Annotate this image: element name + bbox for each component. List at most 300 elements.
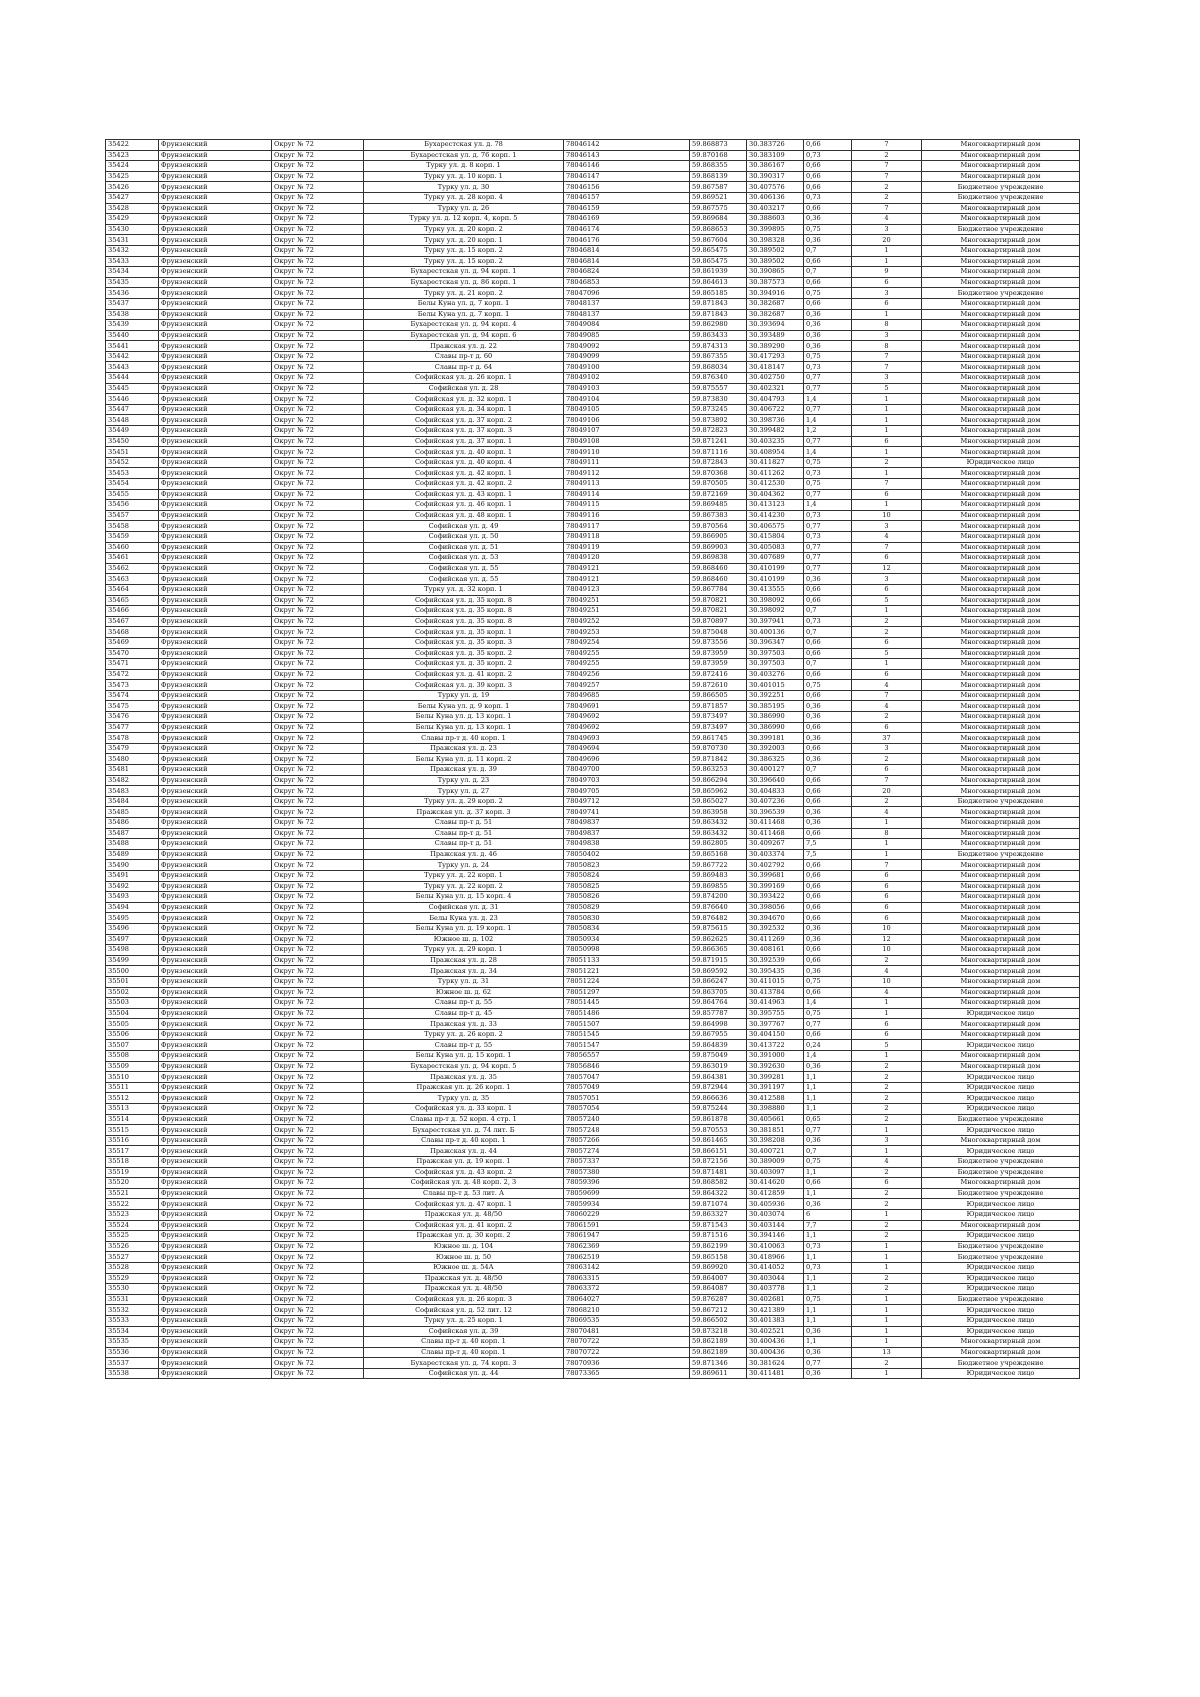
- district-cell: Фрунзенский: [159, 690, 272, 701]
- longitude-cell: 30.410199: [747, 563, 804, 574]
- district-cell: Фрунзенский: [159, 426, 272, 437]
- address-cell: Пражская ул. д. 35: [364, 1072, 564, 1083]
- rate-cell: 6: [804, 1209, 852, 1220]
- table-row: [106, 521, 1080, 532]
- table-row: [106, 606, 1080, 617]
- table-row: [106, 786, 1080, 797]
- row-id-cell: 35533: [106, 1315, 159, 1326]
- address-cell: Софийская ул. д. 35 корп. 8: [364, 606, 564, 617]
- okrug-cell: Округ № 72: [272, 267, 364, 278]
- okrug-cell: Округ № 72: [272, 1241, 364, 1252]
- table-row: [106, 224, 1080, 235]
- district-cell: Фрунзенский: [159, 447, 272, 458]
- okrug-cell: Округ № 72: [272, 447, 364, 458]
- row-id-cell: 35504: [106, 1008, 159, 1019]
- building-code-cell: 78049255: [564, 659, 690, 670]
- table-row: [106, 818, 1080, 829]
- okrug-cell: Округ № 72: [272, 192, 364, 203]
- table-row: [106, 235, 1080, 246]
- rate-cell: 0,66: [804, 1029, 852, 1040]
- table-row: [106, 1220, 1080, 1231]
- table-row: [106, 1273, 1080, 1284]
- count-cell: 2: [852, 955, 922, 966]
- count-cell: 2: [852, 1061, 922, 1072]
- address-cell: Бухарестская ул. д. 94 корп. 5: [364, 1061, 564, 1072]
- district-cell: Фрунзенский: [159, 1040, 272, 1051]
- district-cell: Фрунзенский: [159, 870, 272, 881]
- count-cell: 1: [852, 1051, 922, 1062]
- rate-cell: 0,66: [804, 775, 852, 786]
- object-type-cell: Бюджетное учреждение: [922, 1294, 1080, 1305]
- building-code-cell: 78050998: [564, 945, 690, 956]
- table-row: [106, 1326, 1080, 1337]
- object-type-cell: Многоквартирный дом: [922, 415, 1080, 426]
- latitude-cell: 59.861745: [690, 733, 747, 744]
- count-cell: 1: [852, 1305, 922, 1316]
- table-row: [106, 1368, 1080, 1379]
- object-type-cell: Многоквартирный дом: [922, 627, 1080, 638]
- count-cell: 6: [852, 913, 922, 924]
- building-code-cell: 78057049: [564, 1082, 690, 1093]
- address-cell: Софийская ул. д. 34 корп. 1: [364, 404, 564, 415]
- longitude-cell: 30.407576: [747, 182, 804, 193]
- rate-cell: 0,36: [804, 214, 852, 225]
- row-id-cell: 35431: [106, 235, 159, 246]
- address-cell: Софийская ул. д. 42 корп. 1: [364, 468, 564, 479]
- object-type-cell: Многоквартирный дом: [922, 902, 1080, 913]
- object-type-cell: Многоквартирный дом: [922, 923, 1080, 934]
- okrug-cell: Округ № 72: [272, 765, 364, 776]
- rate-cell: 0,73: [804, 1262, 852, 1273]
- rate-cell: 0,66: [804, 796, 852, 807]
- rate-cell: 0,66: [804, 892, 852, 903]
- okrug-cell: Округ № 72: [272, 468, 364, 479]
- okrug-cell: Округ № 72: [272, 902, 364, 913]
- table-row: [106, 976, 1080, 987]
- object-type-cell: Юридическое лицо: [922, 1284, 1080, 1295]
- address-cell: Белы Куна ул. д. 13 корп. 1: [364, 722, 564, 733]
- table-row: [106, 870, 1080, 881]
- okrug-cell: Округ № 72: [272, 500, 364, 511]
- longitude-cell: 30.386990: [747, 722, 804, 733]
- row-id-cell: 35508: [106, 1051, 159, 1062]
- building-code-cell: 78049692: [564, 722, 690, 733]
- count-cell: 4: [852, 966, 922, 977]
- building-code-cell: 78057051: [564, 1093, 690, 1104]
- okrug-cell: Округ № 72: [272, 1008, 364, 1019]
- latitude-cell: 59.873892: [690, 415, 747, 426]
- row-id-cell: 35465: [106, 595, 159, 606]
- latitude-cell: 59.873497: [690, 712, 747, 723]
- row-id-cell: 35485: [106, 807, 159, 818]
- rate-cell: 0,36: [804, 754, 852, 765]
- object-type-cell: Юридическое лицо: [922, 1082, 1080, 1093]
- object-type-cell: Многоквартирный дом: [922, 479, 1080, 490]
- rate-cell: 0,66: [804, 902, 852, 913]
- latitude-cell: 59.876340: [690, 373, 747, 384]
- address-cell: Софийская ул. д. 48 корп. 1: [364, 510, 564, 521]
- district-cell: Фрунзенский: [159, 627, 272, 638]
- count-cell: 1: [852, 818, 922, 829]
- district-cell: Фрунзенский: [159, 1104, 272, 1115]
- latitude-cell: 59.869592: [690, 966, 747, 977]
- count-cell: 2: [852, 1093, 922, 1104]
- longitude-cell: 30.397941: [747, 616, 804, 627]
- longitude-cell: 30.411468: [747, 828, 804, 839]
- object-type-cell: Юридическое лицо: [922, 1199, 1080, 1210]
- table-row: [106, 955, 1080, 966]
- count-cell: 8: [852, 828, 922, 839]
- table-row: [106, 648, 1080, 659]
- address-cell: Бухарестская ул. д. 94 корп. 6: [364, 330, 564, 341]
- object-type-cell: Бюджетное учреждение: [922, 1241, 1080, 1252]
- row-id-cell: 35450: [106, 436, 159, 447]
- okrug-cell: Округ № 72: [272, 754, 364, 765]
- longitude-cell: 30.398208: [747, 1135, 804, 1146]
- building-code-cell: 78051507: [564, 1019, 690, 1030]
- row-id-cell: 35426: [106, 182, 159, 193]
- okrug-cell: Округ № 72: [272, 976, 364, 987]
- rate-cell: 1,4: [804, 447, 852, 458]
- latitude-cell: 59.865027: [690, 796, 747, 807]
- row-id-cell: 35499: [106, 955, 159, 966]
- district-cell: Фрунзенский: [159, 1188, 272, 1199]
- longitude-cell: 30.391000: [747, 1051, 804, 1062]
- address-cell: Турку ул. д. 22 корп. 1: [364, 870, 564, 881]
- okrug-cell: Округ № 72: [272, 955, 364, 966]
- longitude-cell: 30.407236: [747, 796, 804, 807]
- row-id-cell: 35510: [106, 1072, 159, 1083]
- address-cell: Софийская ул. д. 52 лит. 12: [364, 1305, 564, 1316]
- count-cell: 2: [852, 1114, 922, 1125]
- latitude-cell: 59.868582: [690, 1178, 747, 1189]
- address-cell: Белы Куна ул. д. 7 корп. 1: [364, 309, 564, 320]
- latitude-cell: 59.868873: [690, 140, 747, 151]
- longitude-cell: 30.402321: [747, 383, 804, 394]
- rate-cell: 1,1: [804, 1104, 852, 1115]
- longitude-cell: 30.399281: [747, 1072, 804, 1083]
- count-cell: 3: [852, 521, 922, 532]
- table-row: [106, 1178, 1080, 1189]
- district-cell: Фрунзенский: [159, 224, 272, 235]
- okrug-cell: Округ № 72: [272, 892, 364, 903]
- rate-cell: 0,7: [804, 606, 852, 617]
- object-type-cell: Многоквартирный дом: [922, 1029, 1080, 1040]
- table-row: [106, 1199, 1080, 1210]
- rate-cell: 1,4: [804, 415, 852, 426]
- address-cell: Славы пр-т д. 51: [364, 839, 564, 850]
- row-id-cell: 35464: [106, 584, 159, 595]
- longitude-cell: 30.418966: [747, 1252, 804, 1263]
- count-cell: 20: [852, 235, 922, 246]
- district-cell: Фрунзенский: [159, 214, 272, 225]
- address-cell: Пражская ул. д. 48/50: [364, 1273, 564, 1284]
- district-cell: Фрунзенский: [159, 521, 272, 532]
- building-code-cell: 78059934: [564, 1199, 690, 1210]
- table-row: [106, 341, 1080, 352]
- building-code-cell: 78049112: [564, 468, 690, 479]
- building-code-cell: 78049123: [564, 584, 690, 595]
- longitude-cell: 30.389290: [747, 341, 804, 352]
- latitude-cell: 59.872416: [690, 669, 747, 680]
- latitude-cell: 59.866905: [690, 531, 747, 542]
- longitude-cell: 30.403235: [747, 436, 804, 447]
- object-type-cell: Многоквартирный дом: [922, 404, 1080, 415]
- count-cell: 1: [852, 849, 922, 860]
- building-code-cell: 78049705: [564, 786, 690, 797]
- address-cell: Славы пр-т д. 40 корп. 1: [364, 1135, 564, 1146]
- row-id-cell: 35473: [106, 680, 159, 691]
- rate-cell: 1,4: [804, 394, 852, 405]
- building-code-cell: 78050934: [564, 934, 690, 945]
- okrug-cell: Округ № 72: [272, 415, 364, 426]
- row-id-cell: 35523: [106, 1209, 159, 1220]
- count-cell: 1: [852, 415, 922, 426]
- table-row: [106, 1358, 1080, 1369]
- rate-cell: 0,77: [804, 553, 852, 564]
- building-code-cell: 78046824: [564, 267, 690, 278]
- okrug-cell: Округ № 72: [272, 648, 364, 659]
- latitude-cell: 59.867955: [690, 1029, 747, 1040]
- latitude-cell: 59.866505: [690, 690, 747, 701]
- rate-cell: 0,66: [804, 161, 852, 172]
- longitude-cell: 30.406575: [747, 521, 804, 532]
- building-code-cell: 78049118: [564, 531, 690, 542]
- district-cell: Фрунзенский: [159, 616, 272, 627]
- building-code-cell: 78049691: [564, 701, 690, 712]
- latitude-cell: 59.868034: [690, 362, 747, 373]
- address-cell: Пражская ул. д. 34: [364, 966, 564, 977]
- okrug-cell: Округ № 72: [272, 1093, 364, 1104]
- table-row: [106, 1125, 1080, 1136]
- okrug-cell: Округ № 72: [272, 436, 364, 447]
- longitude-cell: 30.414963: [747, 998, 804, 1009]
- table-row: [106, 902, 1080, 913]
- address-cell: Бухарестская ул. д. 74 корп. 3: [364, 1358, 564, 1369]
- row-id-cell: 35470: [106, 648, 159, 659]
- building-code-cell: 78070722: [564, 1347, 690, 1358]
- latitude-cell: 59.871842: [690, 754, 747, 765]
- district-cell: Фрунзенский: [159, 373, 272, 384]
- table-row: [106, 351, 1080, 362]
- okrug-cell: Округ № 72: [272, 1252, 364, 1263]
- table-row: [106, 775, 1080, 786]
- address-cell: Пражская ул. д. 19 корп. 1: [364, 1157, 564, 1168]
- table-row: [106, 1082, 1080, 1093]
- building-code-cell: 78057047: [564, 1072, 690, 1083]
- rate-cell: 0,7: [804, 245, 852, 256]
- object-type-cell: Многоквартирный дом: [922, 701, 1080, 712]
- row-id-cell: 35476: [106, 712, 159, 723]
- address-cell: Славы пр-т д. 55: [364, 998, 564, 1009]
- longitude-cell: 30.400136: [747, 627, 804, 638]
- object-type-cell: Многоквартирный дом: [922, 839, 1080, 850]
- count-cell: 1: [852, 500, 922, 511]
- count-cell: 10: [852, 945, 922, 956]
- table-row: [106, 828, 1080, 839]
- longitude-cell: 30.400436: [747, 1347, 804, 1358]
- district-cell: Фрунзенский: [159, 1093, 272, 1104]
- address-cell: Славы пр-т д. 55: [364, 1040, 564, 1051]
- object-type-cell: Многоквартирный дом: [922, 341, 1080, 352]
- longitude-cell: 30.382687: [747, 309, 804, 320]
- longitude-cell: 30.400721: [747, 1146, 804, 1157]
- address-cell: Славы пр-т д. 45: [364, 1008, 564, 1019]
- building-code-cell: 78049116: [564, 510, 690, 521]
- row-id-cell: 35507: [106, 1040, 159, 1051]
- rate-cell: 0,73: [804, 192, 852, 203]
- object-type-cell: Многоквартирный дом: [922, 828, 1080, 839]
- okrug-cell: Округ № 72: [272, 712, 364, 723]
- row-id-cell: 35440: [106, 330, 159, 341]
- count-cell: 1: [852, 468, 922, 479]
- table-row: [106, 987, 1080, 998]
- longitude-cell: 30.404362: [747, 489, 804, 500]
- district-cell: Фрунзенский: [159, 415, 272, 426]
- count-cell: 6: [852, 489, 922, 500]
- longitude-cell: 30.404793: [747, 394, 804, 405]
- address-cell: Южное ш. д. 50: [364, 1252, 564, 1263]
- object-type-cell: Юридическое лицо: [922, 1040, 1080, 1051]
- latitude-cell: 59.862805: [690, 839, 747, 850]
- longitude-cell: 30.418147: [747, 362, 804, 373]
- latitude-cell: 59.864764: [690, 998, 747, 1009]
- longitude-cell: 30.404150: [747, 1029, 804, 1040]
- row-id-cell: 35490: [106, 860, 159, 871]
- row-id-cell: 35463: [106, 574, 159, 585]
- district-cell: Фрунзенский: [159, 298, 272, 309]
- longitude-cell: 30.402750: [747, 373, 804, 384]
- count-cell: 6: [852, 584, 922, 595]
- address-cell: Софийская ул. д. 37 корп. 1: [364, 436, 564, 447]
- count-cell: 5: [852, 383, 922, 394]
- count-cell: 7: [852, 171, 922, 182]
- rate-cell: 0,75: [804, 351, 852, 362]
- longitude-cell: 30.412859: [747, 1188, 804, 1199]
- okrug-cell: Округ № 72: [272, 616, 364, 627]
- table-row: [106, 1104, 1080, 1115]
- longitude-cell: 30.403074: [747, 1209, 804, 1220]
- object-type-cell: Юридическое лицо: [922, 1315, 1080, 1326]
- count-cell: 8: [852, 341, 922, 352]
- building-code-cell: 78048137: [564, 298, 690, 309]
- table-row: [106, 1019, 1080, 1030]
- table-row: [106, 1252, 1080, 1263]
- row-id-cell: 35505: [106, 1019, 159, 1030]
- row-id-cell: 35515: [106, 1125, 159, 1136]
- count-cell: 2: [852, 182, 922, 193]
- table-row: [106, 267, 1080, 278]
- latitude-cell: 59.863958: [690, 807, 747, 818]
- address-cell: Софийская ул. д. 26 корп. 1: [364, 373, 564, 384]
- okrug-cell: Округ № 72: [272, 627, 364, 638]
- district-cell: Фрунзенский: [159, 1199, 272, 1210]
- row-id-cell: 35428: [106, 203, 159, 214]
- building-code-cell: 78046157: [564, 192, 690, 203]
- latitude-cell: 59.869855: [690, 881, 747, 892]
- table-row: [106, 1008, 1080, 1019]
- building-code-cell: 78049121: [564, 574, 690, 585]
- district-cell: Фрунзенский: [159, 998, 272, 1009]
- object-type-cell: Юридическое лицо: [922, 1125, 1080, 1136]
- count-cell: 4: [852, 701, 922, 712]
- row-id-cell: 35535: [106, 1337, 159, 1348]
- okrug-cell: Округ № 72: [272, 373, 364, 384]
- okrug-cell: Округ № 72: [272, 320, 364, 331]
- latitude-cell: 59.873556: [690, 637, 747, 648]
- latitude-cell: 59.867784: [690, 584, 747, 595]
- latitude-cell: 59.873218: [690, 1326, 747, 1337]
- address-cell: Турку ул. д. 27: [364, 786, 564, 797]
- object-type-cell: Многоквартирный дом: [922, 722, 1080, 733]
- object-type-cell: Многоквартирный дом: [922, 1178, 1080, 1189]
- count-cell: 1: [852, 1008, 922, 1019]
- okrug-cell: Округ № 72: [272, 849, 364, 860]
- latitude-cell: 59.861939: [690, 267, 747, 278]
- building-code-cell: 78064027: [564, 1294, 690, 1305]
- object-type-cell: Многоквартирный дом: [922, 743, 1080, 754]
- building-code-cell: 78062369: [564, 1241, 690, 1252]
- district-cell: Фрунзенский: [159, 987, 272, 998]
- longitude-cell: 30.403097: [747, 1167, 804, 1178]
- rate-cell: 0,36: [804, 1199, 852, 1210]
- district-cell: Фрунзенский: [159, 775, 272, 786]
- latitude-cell: 59.870730: [690, 743, 747, 754]
- object-type-cell: Юридическое лицо: [922, 1262, 1080, 1273]
- okrug-cell: Округ № 72: [272, 1347, 364, 1358]
- row-id-cell: 35460: [106, 542, 159, 553]
- district-cell: Фрунзенский: [159, 1019, 272, 1030]
- building-code-cell: 78057248: [564, 1125, 690, 1136]
- district-cell: Фрунзенский: [159, 309, 272, 320]
- district-cell: Фрунзенский: [159, 171, 272, 182]
- table-row: [106, 849, 1080, 860]
- table-row: [106, 1135, 1080, 1146]
- building-code-cell: 78046814: [564, 245, 690, 256]
- longitude-cell: 30.408161: [747, 945, 804, 956]
- count-cell: 1: [852, 1326, 922, 1337]
- okrug-cell: Округ № 72: [272, 245, 364, 256]
- latitude-cell: 59.863253: [690, 765, 747, 776]
- latitude-cell: 59.865158: [690, 1252, 747, 1263]
- latitude-cell: 59.871857: [690, 701, 747, 712]
- latitude-cell: 59.868355: [690, 161, 747, 172]
- latitude-cell: 59.868460: [690, 574, 747, 585]
- building-code-cell: 78057274: [564, 1146, 690, 1157]
- address-cell: Софийская ул. д. 39 корп. 3: [364, 680, 564, 691]
- object-type-cell: Юридическое лицо: [922, 1368, 1080, 1379]
- count-cell: 2: [852, 1220, 922, 1231]
- latitude-cell: 59.863327: [690, 1209, 747, 1220]
- latitude-cell: 59.866247: [690, 976, 747, 987]
- object-type-cell: Многоквартирный дом: [922, 140, 1080, 151]
- latitude-cell: 59.873497: [690, 722, 747, 733]
- latitude-cell: 59.861878: [690, 1114, 747, 1125]
- building-code-cell: 78063315: [564, 1273, 690, 1284]
- building-code-cell: 78050402: [564, 849, 690, 860]
- longitude-cell: 30.405083: [747, 542, 804, 553]
- latitude-cell: 59.875557: [690, 383, 747, 394]
- row-id-cell: 35524: [106, 1220, 159, 1231]
- okrug-cell: Округ № 72: [272, 521, 364, 532]
- rate-cell: 1,1: [804, 1273, 852, 1284]
- count-cell: 1: [852, 659, 922, 670]
- count-cell: 8: [852, 320, 922, 331]
- address-cell: Пражская ул. д. 39: [364, 765, 564, 776]
- okrug-cell: Округ № 72: [272, 426, 364, 437]
- longitude-cell: 30.404833: [747, 786, 804, 797]
- rate-cell: 0,66: [804, 955, 852, 966]
